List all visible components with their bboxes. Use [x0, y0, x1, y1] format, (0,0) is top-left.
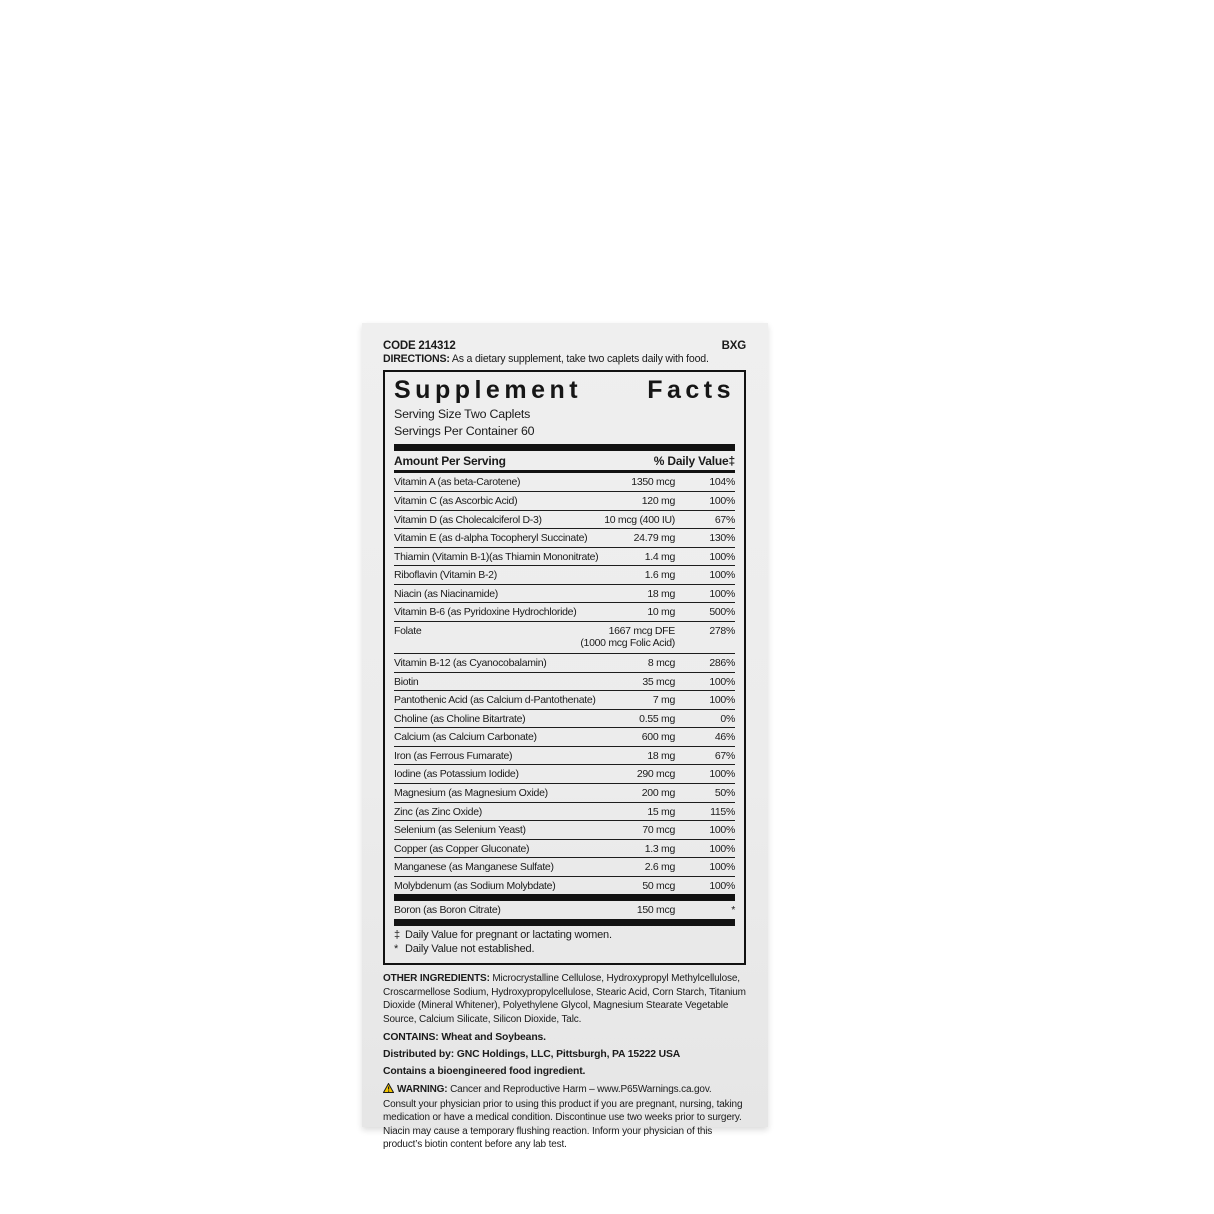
nutrient-name: Vitamin C (as Ascorbic Acid)	[394, 495, 518, 508]
code-row	[383, 340, 746, 352]
nutrient-row	[394, 584, 735, 603]
nutrient-amount: 290 mcg	[636, 768, 675, 781]
title-word: Supplement	[394, 376, 583, 404]
nutrient-daily-value: 67%	[714, 513, 735, 526]
divider-bar-thick	[394, 894, 735, 901]
supplement-facts-title	[394, 377, 735, 403]
nutrient-row	[394, 764, 735, 783]
directions-text: As a dietary supplement, take two caplets daily with food.	[449, 353, 709, 365]
nutrient-amount: 1667 mcg DFE	[608, 624, 675, 637]
contains-line: CONTAINS: Wheat and Soybeans.	[383, 1031, 546, 1043]
directions	[383, 353, 746, 365]
divider-bar-thick	[394, 919, 735, 926]
warning-icon	[383, 1083, 394, 1098]
nutrient-amount: 10 mg	[647, 606, 675, 619]
nutrient-name: Manganese (as Manganese Sulfate)	[394, 861, 554, 874]
nutrient-name: Iodine (as Potassium Iodide)	[394, 768, 519, 781]
nutrient-amount: 10 mcg (400 IU)	[604, 513, 675, 526]
nutrient-name: Riboflavin (Vitamin B-2)	[394, 569, 497, 582]
nutrient-row	[394, 690, 735, 709]
nutrient-daily-value: 0%	[720, 712, 735, 725]
supplement-label-panel	[362, 323, 768, 1151]
nutrient-amount: 1.3 mg	[644, 842, 675, 855]
nutrient-name: Thiamin (Vitamin B-1)(as Thiamin Mononitrate)	[394, 550, 599, 563]
nutrient-row	[394, 621, 735, 653]
nutrient-row-boron	[394, 901, 735, 919]
nutrient-amount: 18 mg	[647, 587, 675, 600]
nutrient-name: Selenium (as Selenium Yeast)	[394, 824, 526, 837]
nutrient-daily-value: 50%	[714, 786, 735, 799]
footnote-pregnant	[394, 929, 735, 943]
warning-block	[383, 1083, 746, 1152]
nutrient-daily-value: 46%	[714, 731, 735, 744]
nutrient-row	[394, 602, 735, 621]
nutrient-amount: 1.4 mg	[644, 550, 675, 563]
table-header	[394, 451, 735, 470]
nutrient-amount: 70 mcg	[642, 824, 675, 837]
footnote-symbol: ‡	[394, 928, 400, 941]
footnote-not-established	[394, 943, 735, 957]
nutrient-daily-value: 100%	[709, 879, 735, 892]
footnotes	[394, 926, 735, 958]
nutrient-daily-value: 104%	[709, 476, 735, 489]
product-code: CODE 214312	[383, 340, 456, 352]
batch-code: BXG	[721, 340, 746, 352]
nutrient-daily-value: 100%	[709, 675, 735, 688]
nutrient-name: Vitamin E (as d-alpha Tocopheryl Succinate)	[394, 532, 588, 545]
nutrient-daily-value: 100%	[709, 842, 735, 855]
nutrient-amount: 35 mcg	[642, 675, 675, 688]
nutrient-row	[394, 839, 735, 858]
nutrient-row	[394, 709, 735, 728]
nutrient-row	[394, 820, 735, 839]
nutrient-row	[394, 783, 735, 802]
header-amount-per-serving: Amount Per Serving	[394, 454, 506, 469]
nutrient-daily-value: 67%	[714, 749, 735, 762]
nutrient-name: Vitamin A (as beta-Carotene)	[394, 476, 521, 489]
nutrient-daily-value: 500%	[709, 606, 735, 619]
nutrient-amount: 120 mg	[641, 495, 675, 508]
bioengineered-line: Contains a bioengineered food ingredient.	[383, 1065, 586, 1077]
nutrient-name: Vitamin D (as Cholecalciferol D-3)	[394, 513, 542, 526]
nutrient-table	[394, 473, 735, 894]
warning-label: WARNING:	[397, 1083, 448, 1095]
nutrient-daily-value: 100%	[709, 495, 735, 508]
nutrient-amount: 1.6 mg	[644, 569, 675, 582]
footnote-symbol: *	[394, 942, 399, 955]
nutrient-amount: 600 mg	[641, 731, 675, 744]
nutrient-daily-value: 100%	[709, 694, 735, 707]
nutrient-amount: 1350 mcg	[631, 476, 675, 489]
nutrient-amount-sub: (1000 mcg Folic Acid)	[580, 636, 675, 649]
servings-per-container: Servings Per Container 60	[394, 424, 535, 439]
nutrient-amount: 0.55 mg	[639, 712, 675, 725]
nutrient-daily-value: 100%	[709, 824, 735, 837]
supplement-facts-box	[383, 370, 746, 965]
nutrient-row	[394, 547, 735, 566]
nutrient-row	[394, 746, 735, 765]
nutrient-daily-value: 278%	[709, 624, 735, 637]
nutrient-row	[394, 802, 735, 821]
header-daily-value: % Daily Value‡	[653, 454, 735, 469]
nutrient-row	[394, 473, 735, 491]
nutrient-amount: 7 mg	[652, 694, 675, 707]
nutrient-amount: 24.79 mg	[633, 532, 675, 545]
nutrient-name: Magnesium (as Magnesium Oxide)	[394, 786, 548, 799]
nutrient-row	[394, 528, 735, 547]
nutrient-row	[394, 491, 735, 510]
serving-size: Serving Size Two Caplets	[394, 407, 531, 422]
nutrient-name: Zinc (as Zinc Oxide)	[394, 805, 482, 818]
nutrient-daily-value: 100%	[709, 861, 735, 874]
footnote-text: Daily Value not established.	[405, 942, 535, 955]
nutrient-name: Vitamin B-6 (as Pyridoxine Hydrochloride)	[394, 606, 577, 619]
nutrient-row	[394, 876, 735, 895]
distributed-line: Distributed by: GNC Holdings, LLC, Pittsburgh, PA 15222 USA	[383, 1048, 681, 1060]
nutrient-row	[394, 565, 735, 584]
nutrient-daily-value: 100%	[709, 569, 735, 582]
nutrient-daily-value: 130%	[709, 532, 735, 545]
nutrient-daily-value: 100%	[709, 587, 735, 600]
nutrient-amount: 200 mg	[641, 786, 675, 799]
nutrient-daily-value: 100%	[709, 768, 735, 781]
nutrient-amount: 50 mcg	[642, 879, 675, 892]
nutrient-row	[394, 653, 735, 672]
nutrient-daily-value: 115%	[710, 805, 735, 818]
nutrient-name: Biotin	[394, 675, 419, 688]
title-word: Facts	[647, 376, 735, 404]
nutrient-amount: 150 mcg	[636, 904, 675, 917]
other-ingredients-text: Microcrystalline Cellulose, Hydroxypropyl Methylcellulose, Croscarmellose Sodium, Hydroxypropylcellulose, Stearic Acid, Corn Starch, Titanium Dioxide (Mineral Whitener), Polyethylene Glycol, Magnesium Stearate Vegetable Source, Calcium Silicate, Silicon Dioxide, Talc.	[383, 973, 746, 1025]
nutrient-daily-value: 100%	[709, 550, 735, 563]
nutrient-name: Choline (as Choline Bitartrate)	[394, 712, 526, 725]
nutrient-name: Boron (as Boron Citrate)	[394, 904, 501, 917]
footnote-text: Daily Value for pregnant or lactating women.	[405, 928, 612, 941]
nutrient-name: Iron (as Ferrous Fumarate)	[394, 749, 513, 762]
nutrient-amount: 15 mg	[647, 805, 675, 818]
nutrient-name: Vitamin B-12 (as Cyanocobalamin)	[394, 657, 547, 670]
nutrient-name: Niacin (as Niacinamide)	[394, 587, 498, 600]
nutrient-row	[394, 727, 735, 746]
nutrient-row	[394, 672, 735, 691]
nutrient-name: Pantothenic Acid (as Calcium d-Pantothenate)	[394, 694, 596, 707]
divider-bar-thick	[394, 444, 735, 451]
nutrient-row	[394, 857, 735, 876]
nutrient-name: Folate	[394, 624, 422, 637]
other-ingredients-label: OTHER INGREDIENTS:	[383, 973, 490, 985]
nutrient-daily-value: 286%	[709, 657, 735, 670]
nutrient-name: Calcium (as Calcium Carbonate)	[394, 731, 537, 744]
nutrient-daily-value: *	[731, 904, 735, 917]
nutrient-name: Molybdenum (as Sodium Molybdate)	[394, 879, 556, 892]
nutrient-amount: 8 mcg	[647, 657, 675, 670]
other-ingredients	[383, 972, 746, 1026]
nutrient-row	[394, 510, 735, 529]
directions-label: DIRECTIONS:	[383, 353, 450, 365]
nutrient-amount: 2.6 mg	[644, 861, 675, 874]
nutrient-name: Copper (as Copper Gluconate)	[394, 842, 530, 855]
warning-text: Cancer and Reproductive Harm – www.P65Warnings.ca.gov. Consult your physician prior to using this product if you are pregnant, nursing, taking medication or have a medical condition. Discontinue use two weeks prior to surgery. Niacin may cause a temporary flushing reaction. Inform your physician of this product’s biotin content before any lab test.	[383, 1083, 743, 1151]
nutrient-amount: 18 mg	[647, 749, 675, 762]
